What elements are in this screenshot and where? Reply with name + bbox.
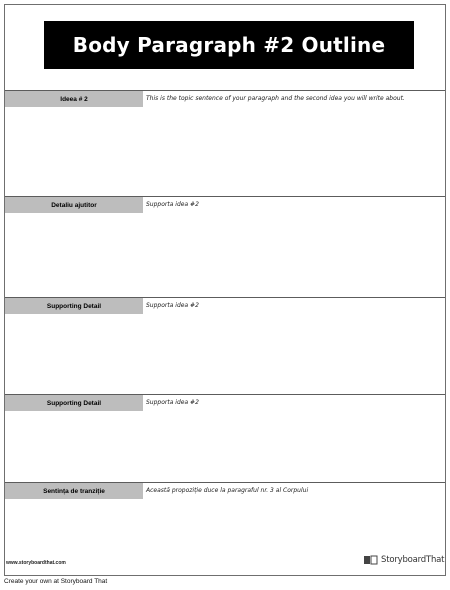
section-supporting-detail-2: [5, 297, 445, 394]
storyboardthat-logo: [364, 555, 444, 565]
section-text: Această propoziție duce la paragraful nr. 3 al Corpului: [146, 487, 309, 494]
section-text: Supporta idea #2: [146, 201, 199, 208]
section-supporting-detail-3: [5, 394, 445, 482]
storyboard-icon: [364, 555, 378, 565]
section-main-idea: [5, 90, 445, 196]
section-label: Ideea # 2: [5, 91, 143, 107]
bottom-caption: Create your own at Storyboard That: [4, 578, 108, 585]
footer-url: www.storyboardthat.com: [6, 560, 66, 566]
brand-name: StoryboardThat: [381, 555, 445, 565]
section-label: Sentința de tranziție: [5, 483, 143, 499]
worksheet: [4, 4, 446, 576]
section-label: Supporting Detail: [5, 395, 143, 411]
section-label: Detaliu ajutitor: [5, 197, 143, 213]
section-text: This is the topic sentence of your paragraph and the second idea you will write about.: [146, 95, 405, 102]
section-text: Supporta idea #2: [146, 399, 199, 406]
section-supporting-detail-1: [5, 196, 445, 297]
worksheet-title: Body Paragraph #2 Outline: [44, 21, 414, 69]
section-label: Supporting Detail: [5, 298, 143, 314]
section-text: Supporta idea #2: [146, 302, 199, 309]
